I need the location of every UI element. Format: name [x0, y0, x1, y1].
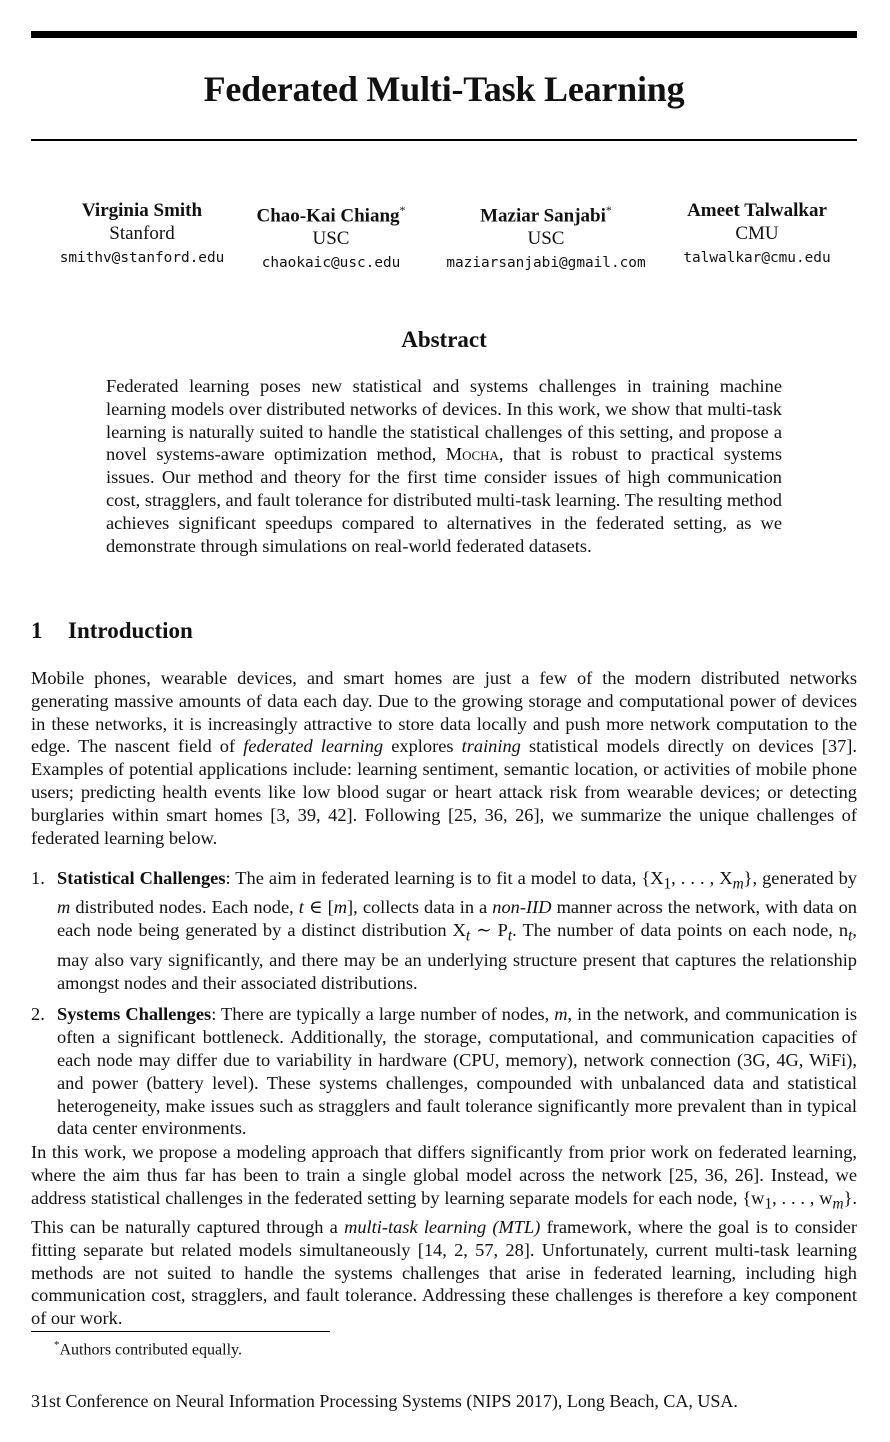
author-3 — [429, 199, 663, 276]
challenges-list — [31, 867, 857, 1140]
section-heading: 1 Introduction — [31, 618, 193, 643]
author-email: chaokaic@usc.edu — [261, 255, 401, 272]
author-affiliation: Stanford — [109, 223, 175, 244]
intro-paragraph-2: In this work, we propose a modeling approach that differs significantly from prior work on federated learning, where the aim thus far has been to train a single global model across the network [25, 36, 26]. Instead, we address statistical challenges in the federated setting by learning separate models for each node, {$w_1$, . . . , $w_m$}. This can be naturally captured through a multi-task learning (MTL) framework, where the goal is to consider fitting separate but related models simultaneously [14, 2, 57, 28]. Unfortunately, current multi-task learning methods are not suited to handle the systems challenges that arise in federated learning, including high communication cost, stragglers, and fault tolerance. Addressing these challenges is therefore a key component of our work. — [31, 1142, 858, 1329]
title-top-rule — [31, 31, 857, 38]
author-4 — [670, 199, 844, 271]
abstract-text: Federated learning poses new statistical and systems challenges in training machine learning models over distributed networks of devices. In this work, we show that multi-task learning is naturally suited to handle the statistical challenges of this setting, and propose a novel systems-aware optimization method, Mocha, that is robust to practical systems issues. Our method and theory for the first time consider issues of high communication cost, stragglers, and fault tolerance for distributed multi-task learning. The resulting method achieves significant speedups compared to alternatives in the federated setting, as we demonstrate through simulations on real-world federated datasets. — [106, 376, 782, 556]
author-name: Chao-Kai Chiang* — [256, 203, 406, 227]
author-name: Virginia Smith — [81, 200, 203, 221]
abstract-heading: Abstract — [401, 327, 487, 352]
paper-title: Federated Multi-Task Learning — [203, 69, 685, 109]
author-affiliation: USC — [312, 228, 350, 250]
author-affiliation: CMU — [735, 223, 779, 244]
method-name: Mocha — [445, 444, 499, 465]
author-name: Ameet Talwalkar — [687, 200, 827, 221]
intro-paragraph-1: Mobile phones, wearable devices, and smart homes are just a few of the modern distributed networks generating massive amounts of data each day. Due to the growing storage and computational power of devices in these networks, it is increasingly attractive to store data locally and push more network computation to the edge. The nascent field of federated learning explores training statistical models directly on devices [37]. Examples of potential applications include: learning sentiment, semantic location, or activities of mobile phone users; predicting health events like low blood sugar or heart attack risk from wearable devices; or detecting burglaries within smart homes [3, 39, 42]. Following [25, 36, 26], we summarize the unique challenges of federated learning below. — [31, 668, 857, 848]
author-1 — [47, 199, 237, 271]
conference-note: 31st Conference on Neural Information Processing Systems (NIPS 2017), Long Beach, CA, USA. — [31, 1391, 738, 1411]
author-email: maziarsanjabi@gmail.com — [446, 255, 646, 272]
author-affiliation: USC — [527, 228, 565, 250]
author-email: smithv@stanford.edu — [59, 250, 225, 266]
author-name: Maziar Sanjabi* — [480, 203, 612, 227]
list-item: 2. Systems Challenges: There are typically a large number of nodes, m, in the network, and communication is often a significant bottleneck. Additionally, the storage, computational, and communication capacities of each node may differ due to variability in hardware (CPU, memory), network connection (3G, 4G, WiFi), and power (battery level). These systems challenges, compounded with unbalanced data and statistical heterogeneity, make issues such as stragglers and fault tolerance significantly more prevalent than in typical data center environments. — [31, 1004, 857, 1139]
title-bottom-rule — [31, 139, 857, 141]
footnote-rule — [31, 1331, 330, 1332]
author-email: talwalkar@cmu.edu — [683, 250, 831, 266]
author-2 — [245, 199, 417, 276]
list-item: 1. Statistical Challenges: The aim in federated learning is to fit a model to data, {$X_1$, . . . , $X_m$}, generated by m distributed nodes. Each node, t ∈ [m], collects data in a non-IID manner across the network, with data on each node being generated by a distinct distribution $X_t$ ∼ $P_t$. The number of data points on each node, $n_t$, may also vary significantly, and there may be an underlying structure present that captures the relationship amongst nodes and their associated distributions. — [31, 868, 858, 993]
footnote: *Authors contributed equally. — [54, 1339, 242, 1359]
